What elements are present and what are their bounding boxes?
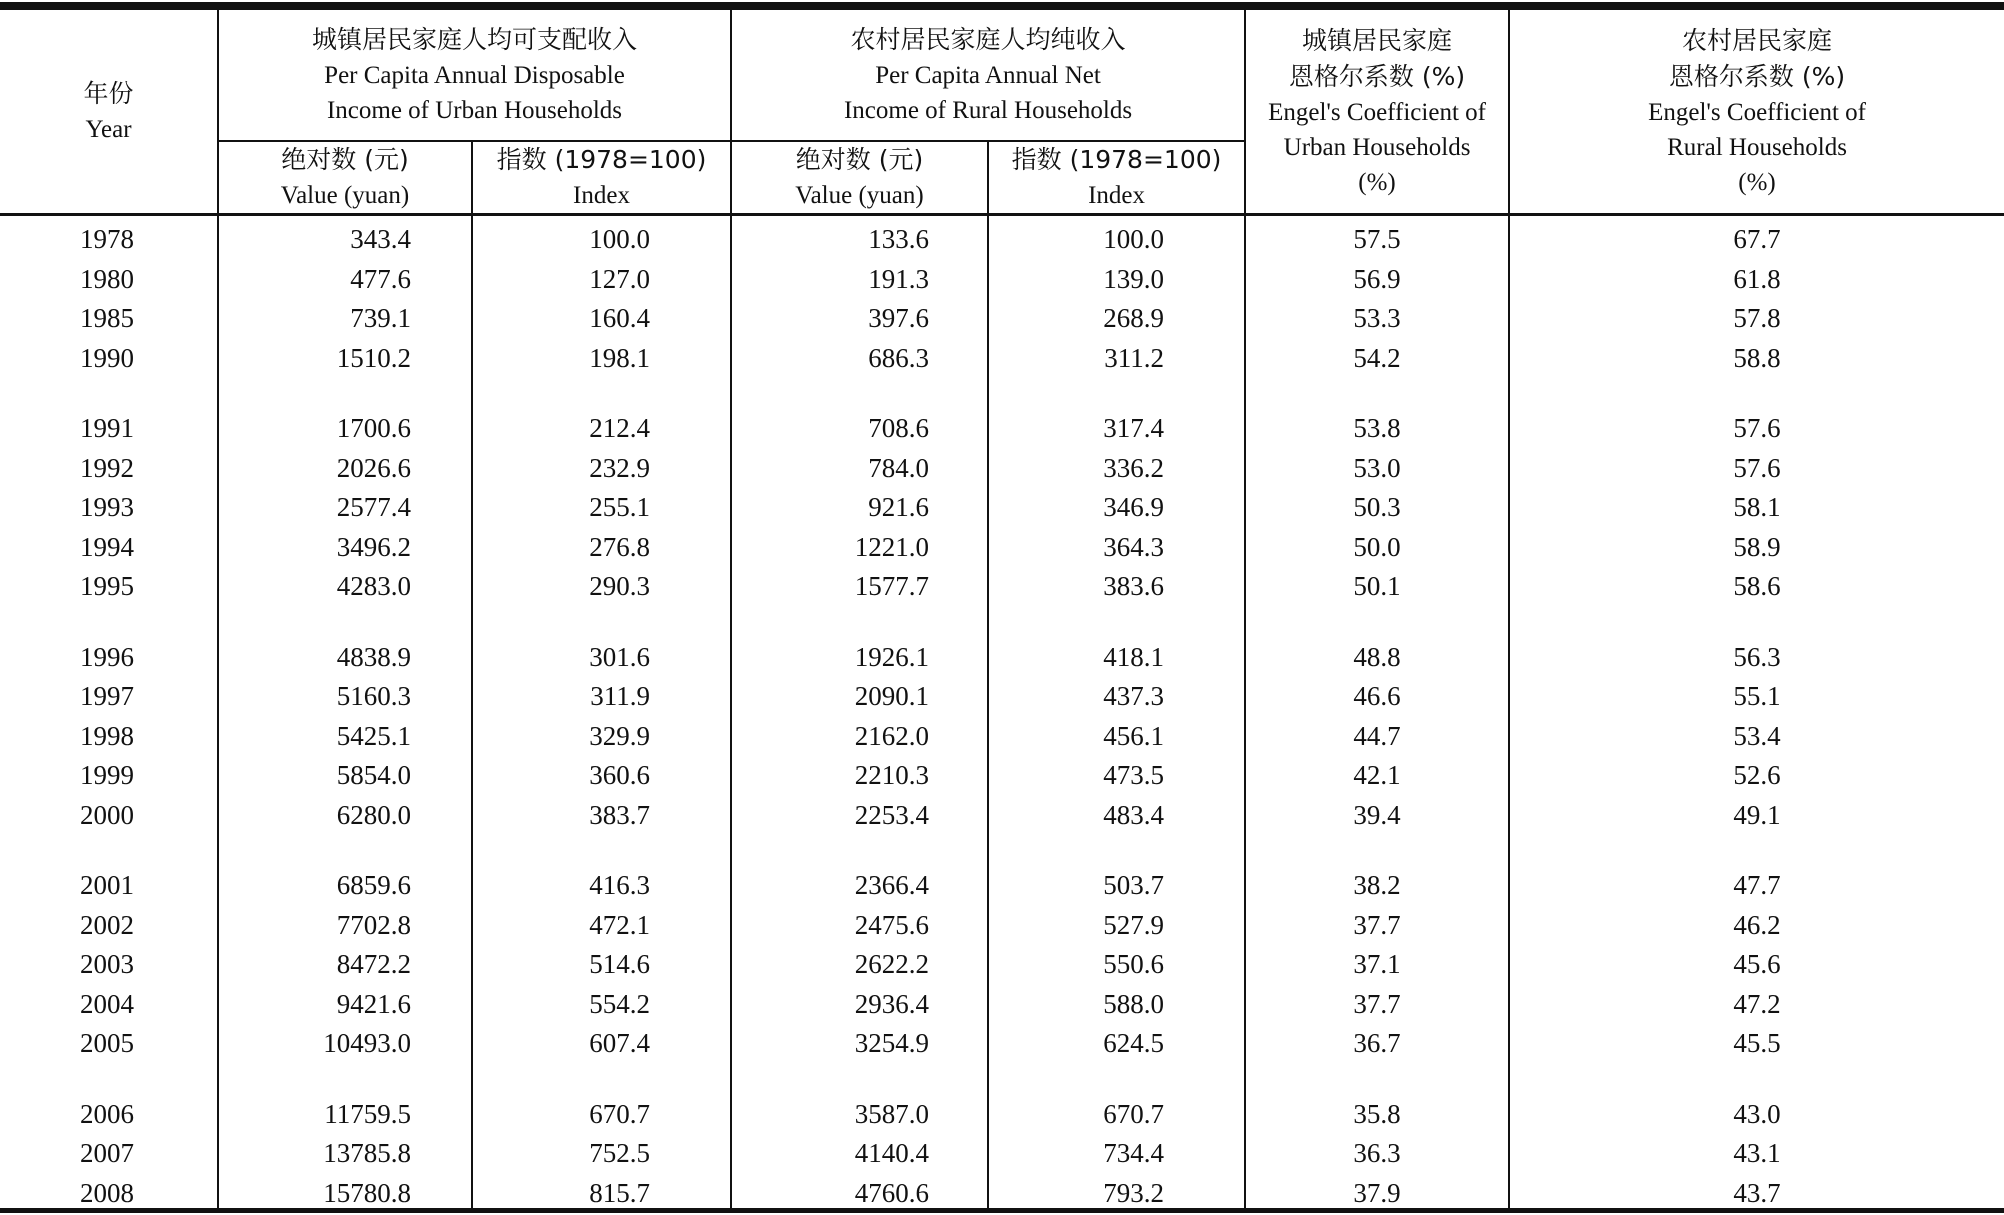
- rural-engel-cell: 58.1: [1509, 488, 2004, 528]
- urban-engel-header: [1245, 10, 1509, 215]
- year-cell: 2005: [80, 1028, 134, 1058]
- urban-value-cell: 15780.8: [218, 1174, 472, 1214]
- urban-index-subheader-zh: 指数 (1978=100): [496, 145, 707, 174]
- rural-index-cell: 456.1: [988, 717, 1245, 757]
- rural-index-cell: 503.7: [988, 866, 1245, 906]
- table-row: [0, 567, 2004, 607]
- year-cell: 1997: [80, 681, 134, 711]
- urban-index-cell: 100.0: [472, 215, 731, 260]
- urban-index-cell: 160.4: [472, 299, 731, 339]
- urban-engel-cell: 38.2: [1245, 866, 1509, 906]
- urban-value-cell: 5160.3: [218, 677, 472, 717]
- rural-value-cell: 1577.7: [731, 567, 988, 607]
- table-row: [0, 528, 2004, 568]
- rural-value-subheader: [731, 141, 988, 215]
- year-cell: 1990: [80, 342, 134, 373]
- rural-index-cell: 139.0: [988, 260, 1245, 300]
- spacer-cell: [1509, 378, 2004, 409]
- urban-engel-header-zh1: 城镇居民家庭: [1302, 26, 1453, 55]
- urban-engel-cell: 53.3: [1245, 299, 1509, 339]
- spacer-cell: [0, 1064, 218, 1095]
- urban-engel-cell: 46.6: [1245, 677, 1509, 717]
- urban-index-cell: 329.9: [472, 717, 731, 757]
- spacer-cell: [1245, 835, 1509, 866]
- urban-value-cell: 8472.2: [218, 945, 472, 985]
- year-cell: 2007: [80, 1138, 134, 1168]
- urban-index-cell: 554.2: [472, 985, 731, 1025]
- rural-income-header-zh: 农村居民家庭人均纯收入: [850, 25, 1126, 54]
- urban-value-cell: 1700.6: [218, 409, 472, 449]
- rural-index-subheader-en: Index: [1088, 182, 1145, 209]
- rural-value-cell: 1926.1: [731, 638, 988, 678]
- spacer-cell: [1245, 1064, 1509, 1095]
- rural-index-cell: 317.4: [988, 409, 1245, 449]
- rural-engel-cell: 49.1: [1509, 796, 2004, 836]
- table-row: [0, 449, 2004, 489]
- spacer-cell: [472, 835, 731, 866]
- urban-index-cell: 514.6: [472, 945, 731, 985]
- year-cell: 2003: [80, 949, 134, 979]
- spacer-cell: [0, 835, 218, 866]
- urban-index-cell: 290.3: [472, 567, 731, 607]
- spacer-cell: [0, 607, 218, 638]
- urban-engel-header-en2: Urban Households: [1283, 134, 1471, 161]
- spacer-cell: [1245, 607, 1509, 638]
- group-spacer-row: [0, 607, 2004, 638]
- year-cell: 2000: [80, 799, 134, 830]
- table-header: [0, 10, 2004, 215]
- year-header: [0, 10, 218, 215]
- rural-value-cell: 2366.4: [731, 866, 988, 906]
- spacer-cell: [988, 1064, 1245, 1095]
- urban-index-cell: 232.9: [472, 449, 731, 489]
- urban-value-cell: 6859.6: [218, 866, 472, 906]
- year-cell: 2004: [80, 988, 134, 1019]
- urban-engel-cell: 57.5: [1245, 215, 1509, 260]
- rural-value-cell: 921.6: [731, 488, 988, 528]
- rural-index-cell: 311.2: [988, 339, 1245, 379]
- urban-engel-cell: 50.0: [1245, 528, 1509, 568]
- rural-index-cell: 473.5: [988, 756, 1245, 796]
- urban-engel-cell: 48.8: [1245, 638, 1509, 678]
- rural-value-cell: 2253.4: [731, 796, 988, 836]
- spacer-cell: [988, 378, 1245, 409]
- urban-income-header: [218, 10, 731, 141]
- urban-engel-cell: 50.1: [1245, 567, 1509, 607]
- year-cell: 1980: [80, 263, 134, 294]
- spacer-cell: [1509, 1064, 2004, 1095]
- table-row: [0, 409, 2004, 449]
- rural-engel-cell: 55.1: [1509, 677, 2004, 717]
- rural-value-cell: 686.3: [731, 339, 988, 379]
- rural-engel-header-zh1: 农村居民家庭: [1682, 26, 1833, 55]
- rural-value-cell: 708.6: [731, 409, 988, 449]
- urban-index-cell: 198.1: [472, 339, 731, 379]
- rural-value-cell: 3254.9: [731, 1024, 988, 1064]
- year-header-zh: 年份: [83, 79, 134, 108]
- rural-index-cell: 346.9: [988, 488, 1245, 528]
- urban-index-cell: 607.4: [472, 1024, 731, 1064]
- spacer-cell: [988, 835, 1245, 866]
- year-cell: 2002: [80, 909, 134, 940]
- urban-index-cell: 276.8: [472, 528, 731, 568]
- rural-engel-cell: 58.8: [1509, 339, 2004, 379]
- income-engel-table: [0, 10, 2004, 1213]
- year-cell: 2001: [80, 870, 134, 900]
- table-row: [0, 796, 2004, 836]
- rural-value-cell: 2622.2: [731, 945, 988, 985]
- rural-value-cell: 2936.4: [731, 985, 988, 1025]
- rural-engel-cell: 57.8: [1509, 299, 2004, 339]
- spacer-cell: [1509, 835, 2004, 866]
- urban-value-cell: 343.4: [218, 215, 472, 260]
- urban-engel-cell: 37.7: [1245, 985, 1509, 1025]
- rural-engel-cell: 67.7: [1509, 215, 2004, 260]
- rural-engel-header-en2: Rural Households: [1667, 134, 1847, 161]
- table-row: [0, 985, 2004, 1025]
- rural-index-cell: 383.6: [988, 567, 1245, 607]
- spacer-cell: [1509, 607, 2004, 638]
- urban-engel-cell: 56.9: [1245, 260, 1509, 300]
- year-cell: 1991: [80, 413, 134, 443]
- rural-value-cell: 191.3: [731, 260, 988, 300]
- table-row: [0, 906, 2004, 946]
- urban-value-cell: 13785.8: [218, 1134, 472, 1174]
- rural-value-subheader-en: Value (yuan): [795, 182, 924, 209]
- year-cell: 2006: [80, 1098, 134, 1129]
- urban-income-header-en1: Per Capita Annual Disposable: [324, 62, 625, 89]
- rural-engel-cell: 56.3: [1509, 638, 2004, 678]
- urban-index-cell: 360.6: [472, 756, 731, 796]
- urban-engel-cell: 39.4: [1245, 796, 1509, 836]
- spacer-cell: [731, 1064, 988, 1095]
- urban-value-cell: 3496.2: [218, 528, 472, 568]
- rural-value-cell: 2090.1: [731, 677, 988, 717]
- table-row: [0, 756, 2004, 796]
- urban-index-cell: 311.9: [472, 677, 731, 717]
- spacer-cell: [218, 378, 472, 409]
- rural-engel-header-en3: (%): [1738, 169, 1776, 196]
- year-cell: 1978: [80, 224, 134, 254]
- urban-engel-cell: 37.9: [1245, 1174, 1509, 1214]
- urban-engel-header-en1: Engel's Coefficient of: [1268, 99, 1486, 126]
- rural-index-cell: 336.2: [988, 449, 1245, 489]
- rural-index-cell: 588.0: [988, 985, 1245, 1025]
- rural-income-header-en2: Income of Rural Households: [843, 97, 1133, 124]
- table-row: [0, 677, 2004, 717]
- urban-value-subheader-en: Value (yuan): [280, 182, 410, 209]
- urban-value-cell: 739.1: [218, 299, 472, 339]
- table-row: [0, 339, 2004, 379]
- year-cell: 1996: [80, 641, 134, 672]
- urban-engel-header-zh2: 恩格尔系数 (%): [1288, 62, 1466, 91]
- urban-engel-cell: 36.3: [1245, 1134, 1509, 1174]
- urban-index-cell: 416.3: [472, 866, 731, 906]
- rural-value-cell: 1221.0: [731, 528, 988, 568]
- urban-value-subheader: [218, 141, 472, 215]
- table-body: [0, 215, 2004, 1214]
- table-row: [0, 488, 2004, 528]
- rural-engel-cell: 43.1: [1509, 1134, 2004, 1174]
- rural-engel-cell: 47.2: [1509, 985, 2004, 1025]
- urban-value-cell: 11759.5: [218, 1095, 472, 1135]
- spacer-cell: [472, 1064, 731, 1095]
- table-row: [0, 260, 2004, 300]
- spacer-cell: [0, 378, 218, 409]
- urban-index-cell: 472.1: [472, 906, 731, 946]
- urban-index-subheader: [472, 141, 731, 215]
- table-row: [0, 215, 2004, 260]
- table-row: [0, 1024, 2004, 1064]
- rural-value-cell: 4760.6: [731, 1174, 988, 1214]
- urban-value-cell: 477.6: [218, 260, 472, 300]
- urban-index-cell: 301.6: [472, 638, 731, 678]
- rural-value-cell: 4140.4: [731, 1134, 988, 1174]
- rural-engel-cell: 58.9: [1509, 528, 2004, 568]
- table-row: [0, 638, 2004, 678]
- urban-value-cell: 6280.0: [218, 796, 472, 836]
- table-row: [0, 717, 2004, 757]
- table-row: [0, 1095, 2004, 1135]
- urban-index-cell: 383.7: [472, 796, 731, 836]
- rural-engel-cell: 47.7: [1509, 866, 2004, 906]
- rural-index-cell: 670.7: [988, 1095, 1245, 1135]
- urban-value-cell: 10493.0: [218, 1024, 472, 1064]
- rural-engel-cell: 45.5: [1509, 1024, 2004, 1064]
- urban-index-cell: 255.1: [472, 488, 731, 528]
- rural-value-cell: 133.6: [731, 215, 988, 260]
- spacer-cell: [218, 607, 472, 638]
- bottom-rule: [0, 1208, 2004, 1213]
- spacer-cell: [988, 607, 1245, 638]
- table-row: [0, 945, 2004, 985]
- rural-engel-cell: 57.6: [1509, 409, 2004, 449]
- urban-value-cell: 7702.8: [218, 906, 472, 946]
- group-spacer-row: [0, 835, 2004, 866]
- urban-engel-header-en3: (%): [1358, 169, 1396, 196]
- rural-index-cell: 483.4: [988, 796, 1245, 836]
- year-cell: 1995: [80, 571, 134, 601]
- year-cell: 1999: [80, 760, 134, 790]
- rural-engel-header: [1509, 10, 2004, 215]
- urban-value-cell: 9421.6: [218, 985, 472, 1025]
- group-spacer-row: [0, 1064, 2004, 1095]
- year-cell: 1993: [80, 492, 134, 522]
- rural-engel-cell: 57.6: [1509, 449, 2004, 489]
- urban-index-cell: 815.7: [472, 1174, 731, 1214]
- urban-engel-cell: 36.7: [1245, 1024, 1509, 1064]
- rural-engel-cell: 46.2: [1509, 906, 2004, 946]
- urban-value-cell: 1510.2: [218, 339, 472, 379]
- rural-value-cell: 397.6: [731, 299, 988, 339]
- rural-index-cell: 793.2: [988, 1174, 1245, 1214]
- spacer-cell: [218, 835, 472, 866]
- urban-engel-cell: 50.3: [1245, 488, 1509, 528]
- rural-index-cell: 550.6: [988, 945, 1245, 985]
- rural-value-cell: 2162.0: [731, 717, 988, 757]
- urban-index-cell: 752.5: [472, 1134, 731, 1174]
- year-header-en: Year: [85, 116, 132, 143]
- table-row: [0, 866, 2004, 906]
- rural-index-cell: 624.5: [988, 1024, 1245, 1064]
- spacer-cell: [472, 378, 731, 409]
- urban-value-cell: 4283.0: [218, 567, 472, 607]
- table-row: [0, 299, 2004, 339]
- year-cell: 2008: [80, 1177, 134, 1208]
- spacer-cell: [472, 607, 731, 638]
- urban-income-header-zh: 城镇居民家庭人均可支配收入: [312, 25, 638, 54]
- top-rule: [0, 2, 2004, 10]
- rural-engel-cell: 61.8: [1509, 260, 2004, 300]
- rural-index-subheader-zh: 指数 (1978=100): [1011, 145, 1222, 174]
- urban-index-subheader-en: Index: [573, 182, 630, 209]
- urban-value-subheader-zh: 绝对数 (元): [281, 145, 409, 174]
- table-row: [0, 1134, 2004, 1174]
- urban-index-cell: 670.7: [472, 1095, 731, 1135]
- urban-value-cell: 5854.0: [218, 756, 472, 796]
- urban-engel-cell: 35.8: [1245, 1095, 1509, 1135]
- group-spacer-row: [0, 378, 2004, 409]
- urban-index-cell: 127.0: [472, 260, 731, 300]
- rural-value-cell: 3587.0: [731, 1095, 988, 1135]
- rural-index-subheader: [988, 141, 1245, 215]
- rural-engel-cell: 43.7: [1509, 1174, 2004, 1214]
- urban-value-cell: 4838.9: [218, 638, 472, 678]
- urban-value-cell: 2026.6: [218, 449, 472, 489]
- urban-engel-cell: 54.2: [1245, 339, 1509, 379]
- rural-engel-cell: 45.6: [1509, 945, 2004, 985]
- rural-value-cell: 2210.3: [731, 756, 988, 796]
- urban-value-cell: 5425.1: [218, 717, 472, 757]
- rural-engel-cell: 58.6: [1509, 567, 2004, 607]
- rural-value-cell: 784.0: [731, 449, 988, 489]
- urban-engel-cell: 53.8: [1245, 409, 1509, 449]
- rural-income-header-en1: Per Capita Annual Net: [875, 62, 1101, 89]
- urban-engel-cell: 37.1: [1245, 945, 1509, 985]
- spacer-cell: [218, 1064, 472, 1095]
- rural-income-header: [731, 10, 1245, 141]
- rural-index-cell: 268.9: [988, 299, 1245, 339]
- rural-index-cell: 364.3: [988, 528, 1245, 568]
- urban-engel-cell: 42.1: [1245, 756, 1509, 796]
- rural-index-cell: 418.1: [988, 638, 1245, 678]
- year-cell: 1998: [80, 720, 134, 751]
- urban-engel-cell: 44.7: [1245, 717, 1509, 757]
- urban-engel-cell: 53.0: [1245, 449, 1509, 489]
- spacer-cell: [731, 835, 988, 866]
- rural-engel-header-zh2: 恩格尔系数 (%): [1668, 62, 1846, 91]
- rural-index-cell: 100.0: [988, 215, 1245, 260]
- rural-value-cell: 2475.6: [731, 906, 988, 946]
- urban-engel-cell: 37.7: [1245, 906, 1509, 946]
- urban-value-cell: 2577.4: [218, 488, 472, 528]
- urban-index-cell: 212.4: [472, 409, 731, 449]
- year-cell: 1992: [80, 452, 134, 483]
- rural-engel-cell: 53.4: [1509, 717, 2004, 757]
- rural-value-subheader-zh: 绝对数 (元): [795, 145, 924, 174]
- year-cell: 1994: [80, 531, 134, 562]
- year-cell: 1985: [80, 303, 134, 333]
- rural-engel-cell: 43.0: [1509, 1095, 2004, 1135]
- urban-income-header-en2: Income of Urban Households: [326, 97, 623, 124]
- rural-index-cell: 437.3: [988, 677, 1245, 717]
- spacer-cell: [1245, 378, 1509, 409]
- spacer-cell: [731, 607, 988, 638]
- rural-index-cell: 734.4: [988, 1134, 1245, 1174]
- rural-engel-header-en1: Engel's Coefficient of: [1648, 99, 1866, 126]
- spacer-cell: [731, 378, 988, 409]
- rural-index-cell: 527.9: [988, 906, 1245, 946]
- rural-engel-cell: 52.6: [1509, 756, 2004, 796]
